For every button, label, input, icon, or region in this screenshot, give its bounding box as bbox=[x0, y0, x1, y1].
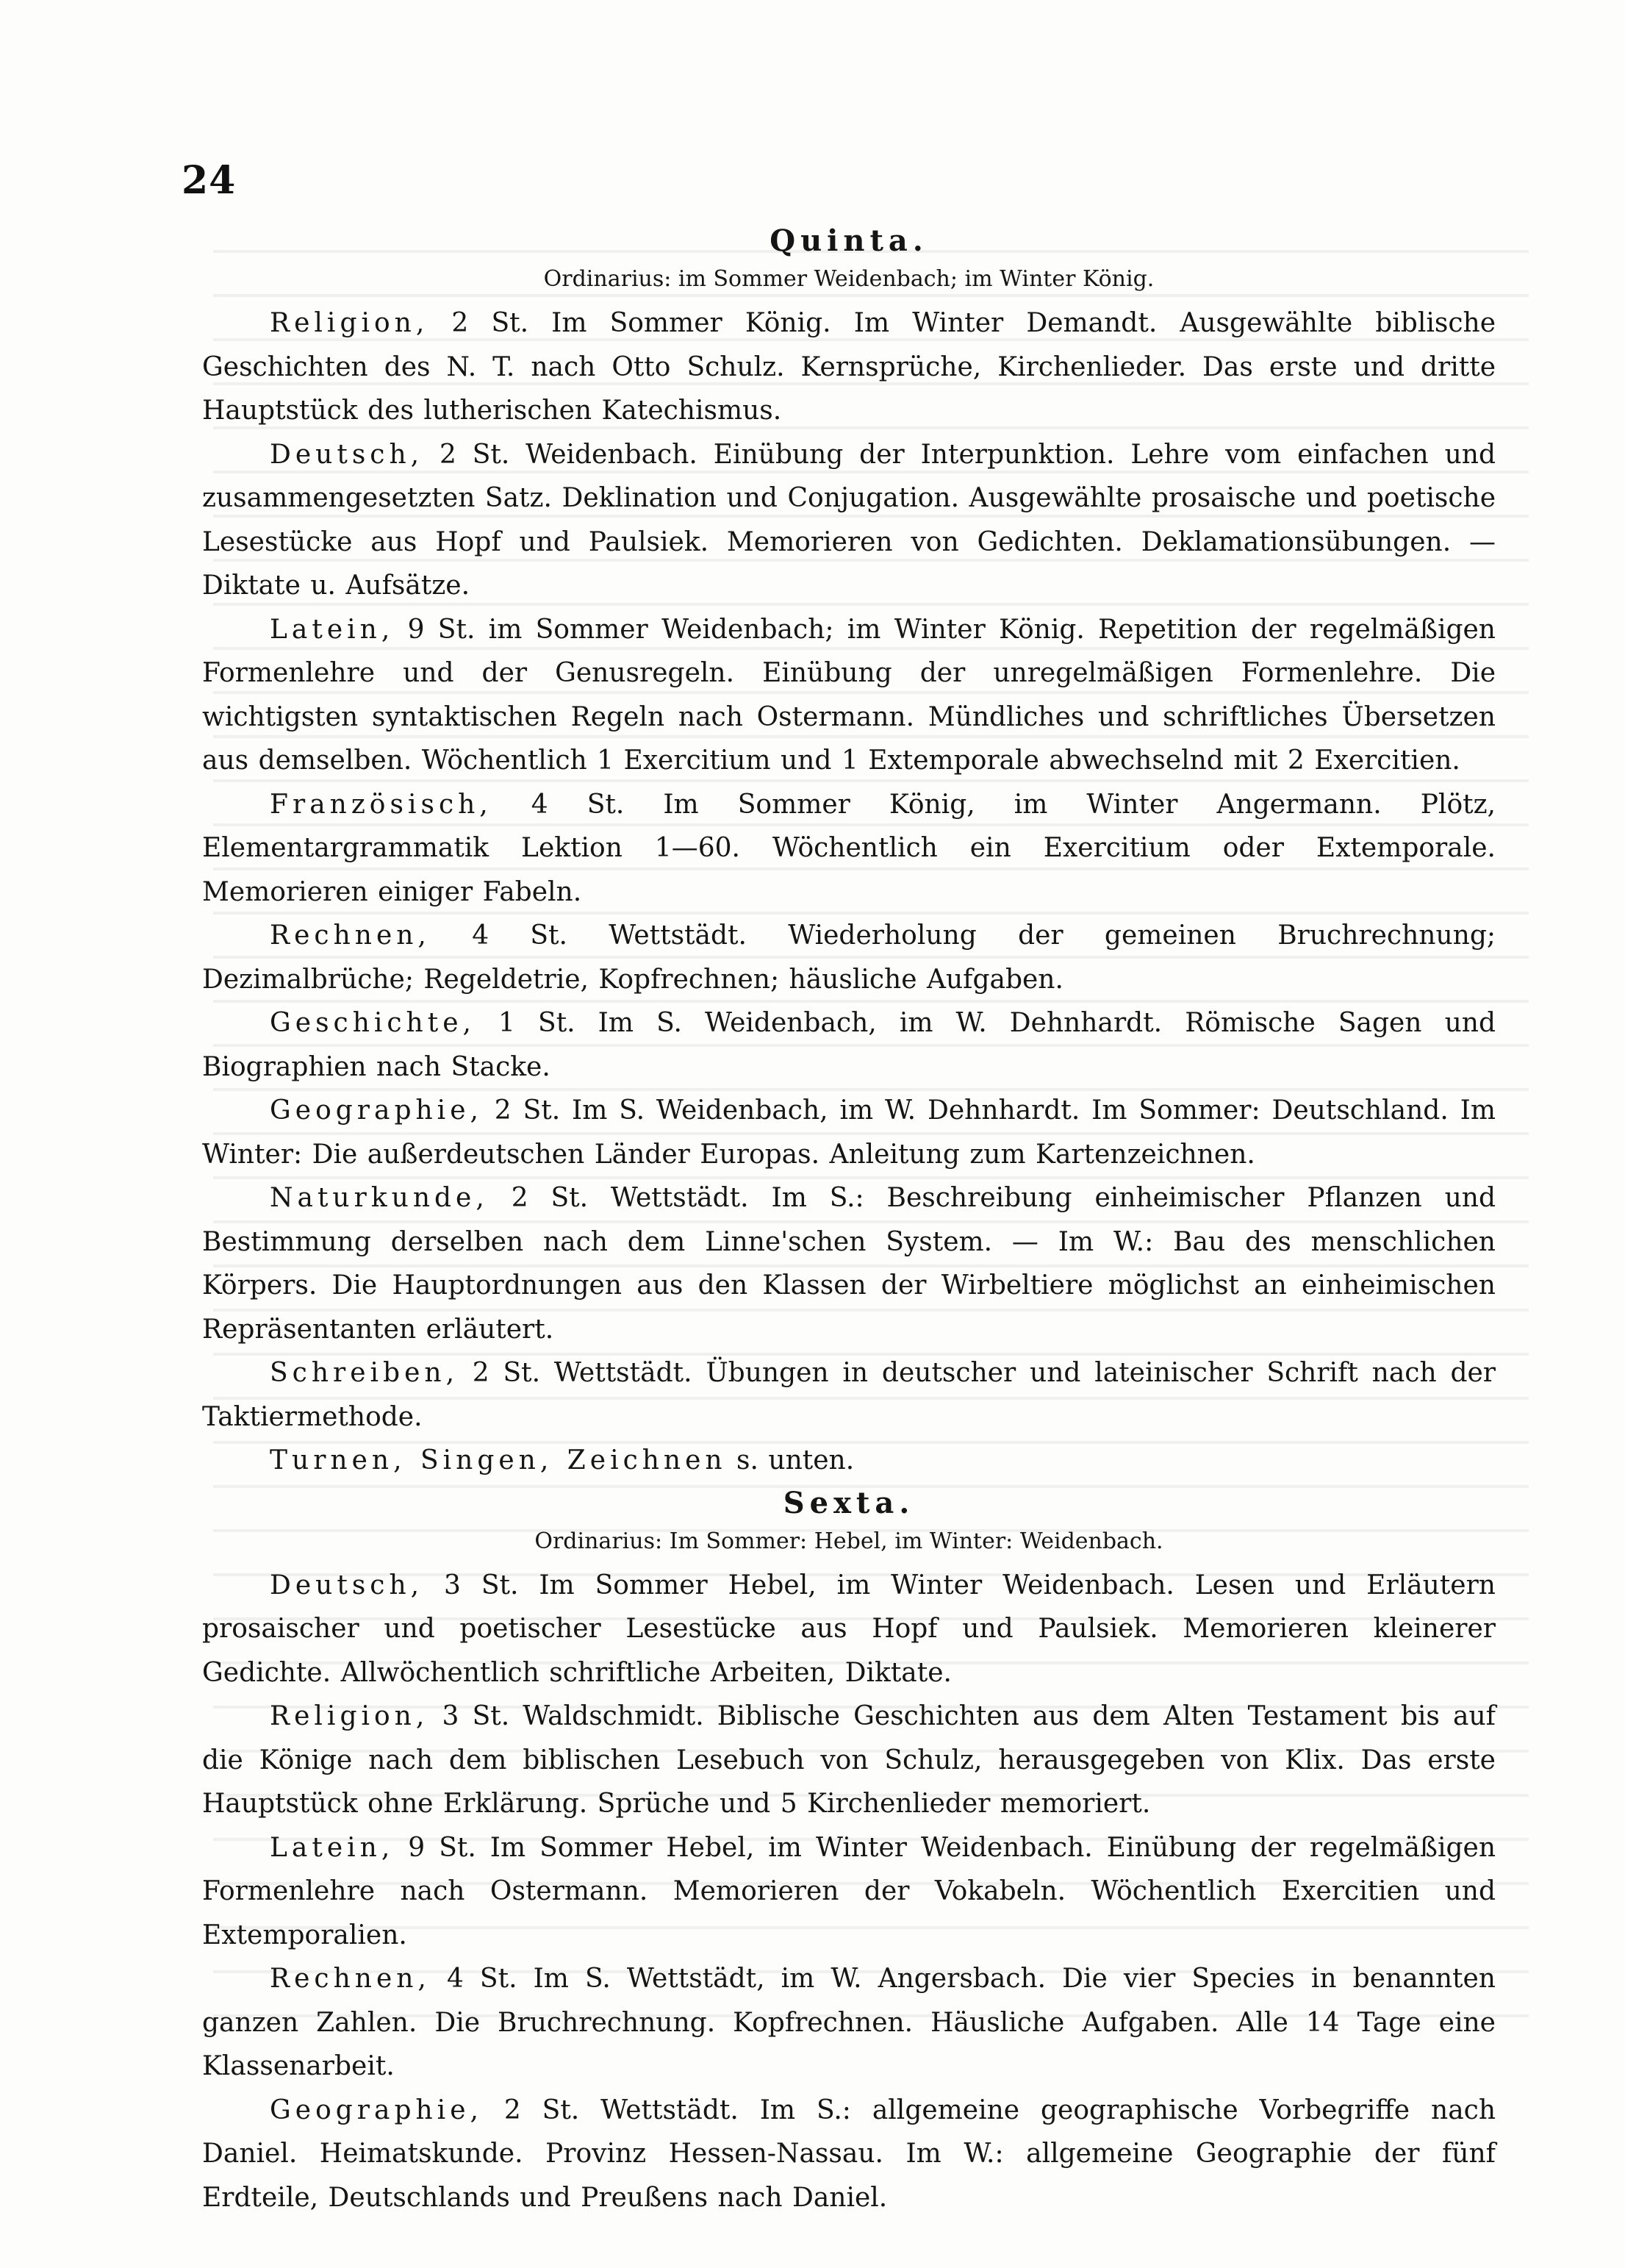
subject-name: Naturkunde, bbox=[270, 1183, 489, 1213]
subject-description: 4 St. Im S. Wettstädt, im W. Angersbach. Die vier Species in benannten ganzen Zahlen. Die Bruchrechnung. Kopfrechnen. Häusliche Aufgaben. Alle 14 Tage eine Klassenarbeit. bbox=[202, 1964, 1496, 2081]
subject-entry-geographie bbox=[202, 1089, 1496, 1176]
subject-description: 2 St. Weidenbach. Einübung der Interpunktion. Lehre vom einfachen und zusammengesetzten Satz. Deklination und Conjugation. Ausgewählte prosaische und poetische Lesestücke aus Hopf und Paulsiek. Memorieren von Gedichten. Deklamationsübungen. — Diktate u. Aufsätze. bbox=[202, 439, 1496, 601]
subject-entry-religion bbox=[202, 301, 1496, 433]
subject-description: 2 St. Im Sommer König. Im Winter Demandt. Ausgewählte biblische Geschichten des N. T. nach Otto Schulz. Kernsprüche, Kirchenlieder. Das erste und dritte Hauptstück des lutherischen Katechismus. bbox=[202, 308, 1496, 426]
page-number: 24 bbox=[182, 158, 237, 203]
subject-name: Rechnen, bbox=[270, 920, 431, 951]
subject-entry-schreiben bbox=[202, 1351, 1496, 1439]
subject-entry-deutsch bbox=[202, 433, 1496, 608]
subject-entry-deutsch bbox=[202, 1564, 1496, 1695]
subject-name: Rechnen, bbox=[270, 1964, 431, 1994]
subject-entry-franzoesisch bbox=[202, 783, 1496, 915]
subject-description: s. unten. bbox=[726, 1445, 855, 1475]
subject-entry-rechnen bbox=[202, 1957, 1496, 2089]
subject-entry-latein bbox=[202, 1826, 1496, 1958]
subject-entry-rechnen bbox=[202, 914, 1496, 1001]
section-sexta bbox=[202, 1483, 1496, 2220]
subject-entry-geographie bbox=[202, 2089, 1496, 2220]
ordinarius-line: Ordinarius: Im Sommer: Hebel, im Winter: Weidenbach. bbox=[534, 1528, 1163, 1554]
section-title: Quinta. bbox=[770, 223, 928, 258]
subject-name: Religion, bbox=[270, 308, 429, 338]
subject-description: 9 St. Im Sommer Hebel, im Winter Weidenbach. Einübung der regelmäßigen Formenlehre nach Ostermann. Memorieren der Vokabeln. Wöchentlich Exercitien und Extemporalien. bbox=[202, 1832, 1496, 1950]
subject-description: 3 St. Im Sommer Hebel, im Winter Weidenbach. Lesen und Erläutern prosaischer und poetischer Lesestücke aus Hopf und Paulsiek. Memorieren kleinerer Gedichte. Allwöchentlich schriftliche Arbeiten, Diktate. bbox=[202, 1570, 1496, 1688]
subject-entry-religion bbox=[202, 1695, 1496, 1826]
subject-description: 3 St. Waldschmidt. Biblische Geschichten aus dem Alten Testament bis auf die Könige nach dem biblischen Lesebuch von Schulz, herausgegeben von Klix. Das erste Hauptstück ohne Erklärung. Sprüche und 5 Kirchenlieder memoriert. bbox=[202, 1701, 1496, 1819]
subject-entry-geschichte bbox=[202, 1001, 1496, 1089]
subject-entry-naturkunde bbox=[202, 1176, 1496, 1351]
subject-description: 2 St. Wettstädt. Im S.: allgemeine geographische Vorbegriffe nach Daniel. Heimatskunde. Provinz Hessen-Nassau. Im W.: allgemeine Geographie der fünf Erdteile, Deutschlands und Preußens nach Daniel. bbox=[202, 2094, 1496, 2213]
subject-name: Deutsch, bbox=[270, 1570, 424, 1600]
subject-entry-latein bbox=[202, 608, 1496, 783]
section-title: Sexta. bbox=[783, 1485, 915, 1520]
subject-name: Latein, bbox=[270, 614, 395, 645]
subject-name: Geographie, bbox=[270, 1095, 483, 1126]
subject-description: 2 St. Wettstädt. Übungen in deutscher und lateinischer Schrift nach der Taktiermethode. bbox=[202, 1358, 1496, 1432]
subject-description: 4 St. Im Sommer König, im Winter Angermann. Plötz, Elementargrammatik Lektion 1—60. Wöchentlich ein Exercitium oder Extemporale. Memorieren einiger Fabeln. bbox=[202, 789, 1496, 907]
subject-description: 4 St. Wettstädt. Wiederholung der gemeinen Bruchrechnung; Dezimalbrüche; Regeldetrie, Kopfrechnen; häusliche Aufgaben. bbox=[202, 920, 1496, 995]
subject-description: 2 St. Im S. Weidenbach, im W. Dehnhardt. Im Sommer: Deutschland. Im Winter: Die außerdeutschen Länder Europas. Anleitung zum Kartenzeichnen. bbox=[202, 1095, 1496, 1170]
subject-description: 1 St. Im S. Weidenbach, im W. Dehnhardt. Römische Sagen und Biographien nach Stacke. bbox=[202, 1008, 1496, 1082]
subject-name: Deutsch, bbox=[270, 439, 424, 470]
subject-name: Geschichte, bbox=[270, 1008, 476, 1038]
subject-name: Religion, bbox=[270, 1701, 429, 1731]
ordinarius-line: Ordinarius: im Sommer Weidenbach; im Winter König. bbox=[543, 266, 1155, 292]
subject-name: Geographie, bbox=[270, 2094, 483, 2125]
subject-entry-turnen-singen-zeichnen bbox=[202, 1439, 1496, 1483]
subject-name: Turnen, Singen, Zeichnen bbox=[270, 1445, 727, 1475]
subject-name: Schreiben, bbox=[270, 1358, 459, 1388]
text-body bbox=[202, 221, 1496, 2219]
subject-description: 9 St. im Sommer Weidenbach; im Winter König. Repetition der regelmäßigen Formenlehre und der Genusregeln. Einübung der unregelmäßigen Formenlehre. Die wichtigsten syntaktischen Regeln nach Ostermann. Mündliches und schriftliches Übersetzen aus demselben. Wöchentlich 1 Exercitium und 1 Extemporale abwechselnd mit 2 Exercitien. bbox=[202, 614, 1496, 776]
section-quinta bbox=[202, 221, 1496, 1483]
subject-name: Latein, bbox=[270, 1832, 395, 1863]
subject-description: 2 St. Wettstädt. Im S.: Beschreibung einheimischer Pflanzen und Bestimmung derselben nach dem Linne'schen System. — Im W.: Bau des menschlichen Körpers. Die Hauptordnungen aus den Klassen der Wirbeltiere möglichst an einheimischen Repräsentanten erläutert. bbox=[202, 1183, 1496, 1345]
subject-name: Französisch, bbox=[270, 789, 492, 820]
